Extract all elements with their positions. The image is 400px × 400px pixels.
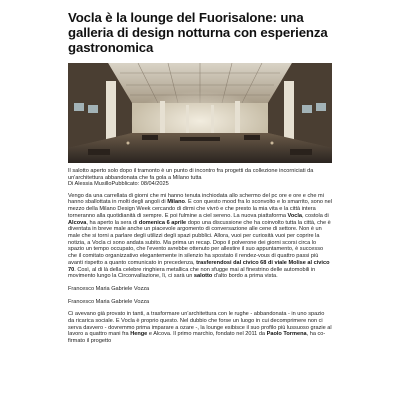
bold-text: Vocla xyxy=(287,212,303,219)
text-run: Ci avevano già provato in tanti, a trasformare un'architettura con le rughe - abbandonata - in uno spazio da ricarica sociale. E Vocla è proprio questo. Nel dubbio che forse un luogo in cui decomprimere non ci serva davvero - dovremmo prima imparare a ozare -, la lounge esibisce il suo profilo più lussuoso grazie al lavoro a quattro mani fra xyxy=(68,311,332,338)
text-run: , ha co-firmato il progetto xyxy=(68,331,326,344)
paragraph-1 xyxy=(68,193,332,280)
paragraph-2 xyxy=(68,311,332,345)
bold-text: trasferendosi dal civico 68 di viale Molise al civico 70 xyxy=(68,259,330,273)
article xyxy=(68,10,332,351)
bold-text: domenica 6 aprile xyxy=(138,219,187,226)
bold-text: Paolo Tormena xyxy=(266,331,307,338)
article-title: Vocla è la lounge del Fuorisalone: una galleria di design notturna con esperienza gastronomica xyxy=(68,10,328,55)
architecture-photo-icon xyxy=(68,63,332,163)
image-caption xyxy=(68,168,332,188)
photo-credit-1: Francesco Maria Gabriele Vozza xyxy=(68,285,150,292)
photo-credit-2: Francesco Maria Gabriele Vozza xyxy=(68,298,150,305)
bold-text: salotto xyxy=(193,273,213,280)
hero-image xyxy=(68,63,332,163)
byline: Di Alessia MusilloPubblicato: 08/04/2025 xyxy=(68,181,169,188)
text-run: , ha aperto la sera di xyxy=(86,219,139,226)
text-run: . E con questo mood fra lo sconvolto e lo smarrito, sono nel mezzo della Milano Design Week cercando di dirmi che vivrò e che presto la mia vita e la città intera torneranno alla quotidianità di sempre. E poi fulmine a ciel sereno. La nuova piattaforma xyxy=(68,199,332,219)
bold-text: Alcova xyxy=(68,219,87,226)
caption-text: Il salotto aperto solo dopo il tramonto è un punto di incontro fra progetti da collezione incorniciati da un'architettura abbandonata che fa gola a Milano tutta xyxy=(68,168,314,181)
bold-text: Henge xyxy=(130,331,148,338)
text-run: , costola di xyxy=(302,212,329,219)
text-run: dopo una discussione che ha coinvolto tutta la città, che è diventata in breve male anche un piacevole argomento di conversazione alle cene di settore. Non è un male che si torni a parlare degli utilizzi degli spazi pubblici. Allora, vuoi per curiosità vuoi per coprire la notizia, a Vocla ci sono andata subito. Ma prima un recap. Dopo il polverone dei giorni scorsi circa lo spazio un tempo occupato, che l'evento avrebbe ottenuto per allestire il suo appuntamento, è successo che il comitato organizzativo elegantemente in silenzio ha spostato il rendez-vous di quattro passi più avanti rispetto a quanto comunicato in precedenza, xyxy=(68,219,331,266)
text-run: Vengo da una carrellata di giorni che mi hanno tenuta inchiodata allo schermo del pc ore e ore e che mi hanno sballottata in molti degli angoli di xyxy=(68,192,324,206)
text-run: d'alto bordo a prima vista. xyxy=(212,273,278,280)
text-run: . Così, al di là della celebre ringhiera metallica che non sfugge mai al finestrino delle automobili in movimento lungo la Circonvallazione, lì, ci sarà un xyxy=(68,266,316,280)
text-run: e Alcova. Il primo marchio, fondato nel 2011 da xyxy=(147,331,267,338)
bold-text: Milano xyxy=(167,199,185,206)
